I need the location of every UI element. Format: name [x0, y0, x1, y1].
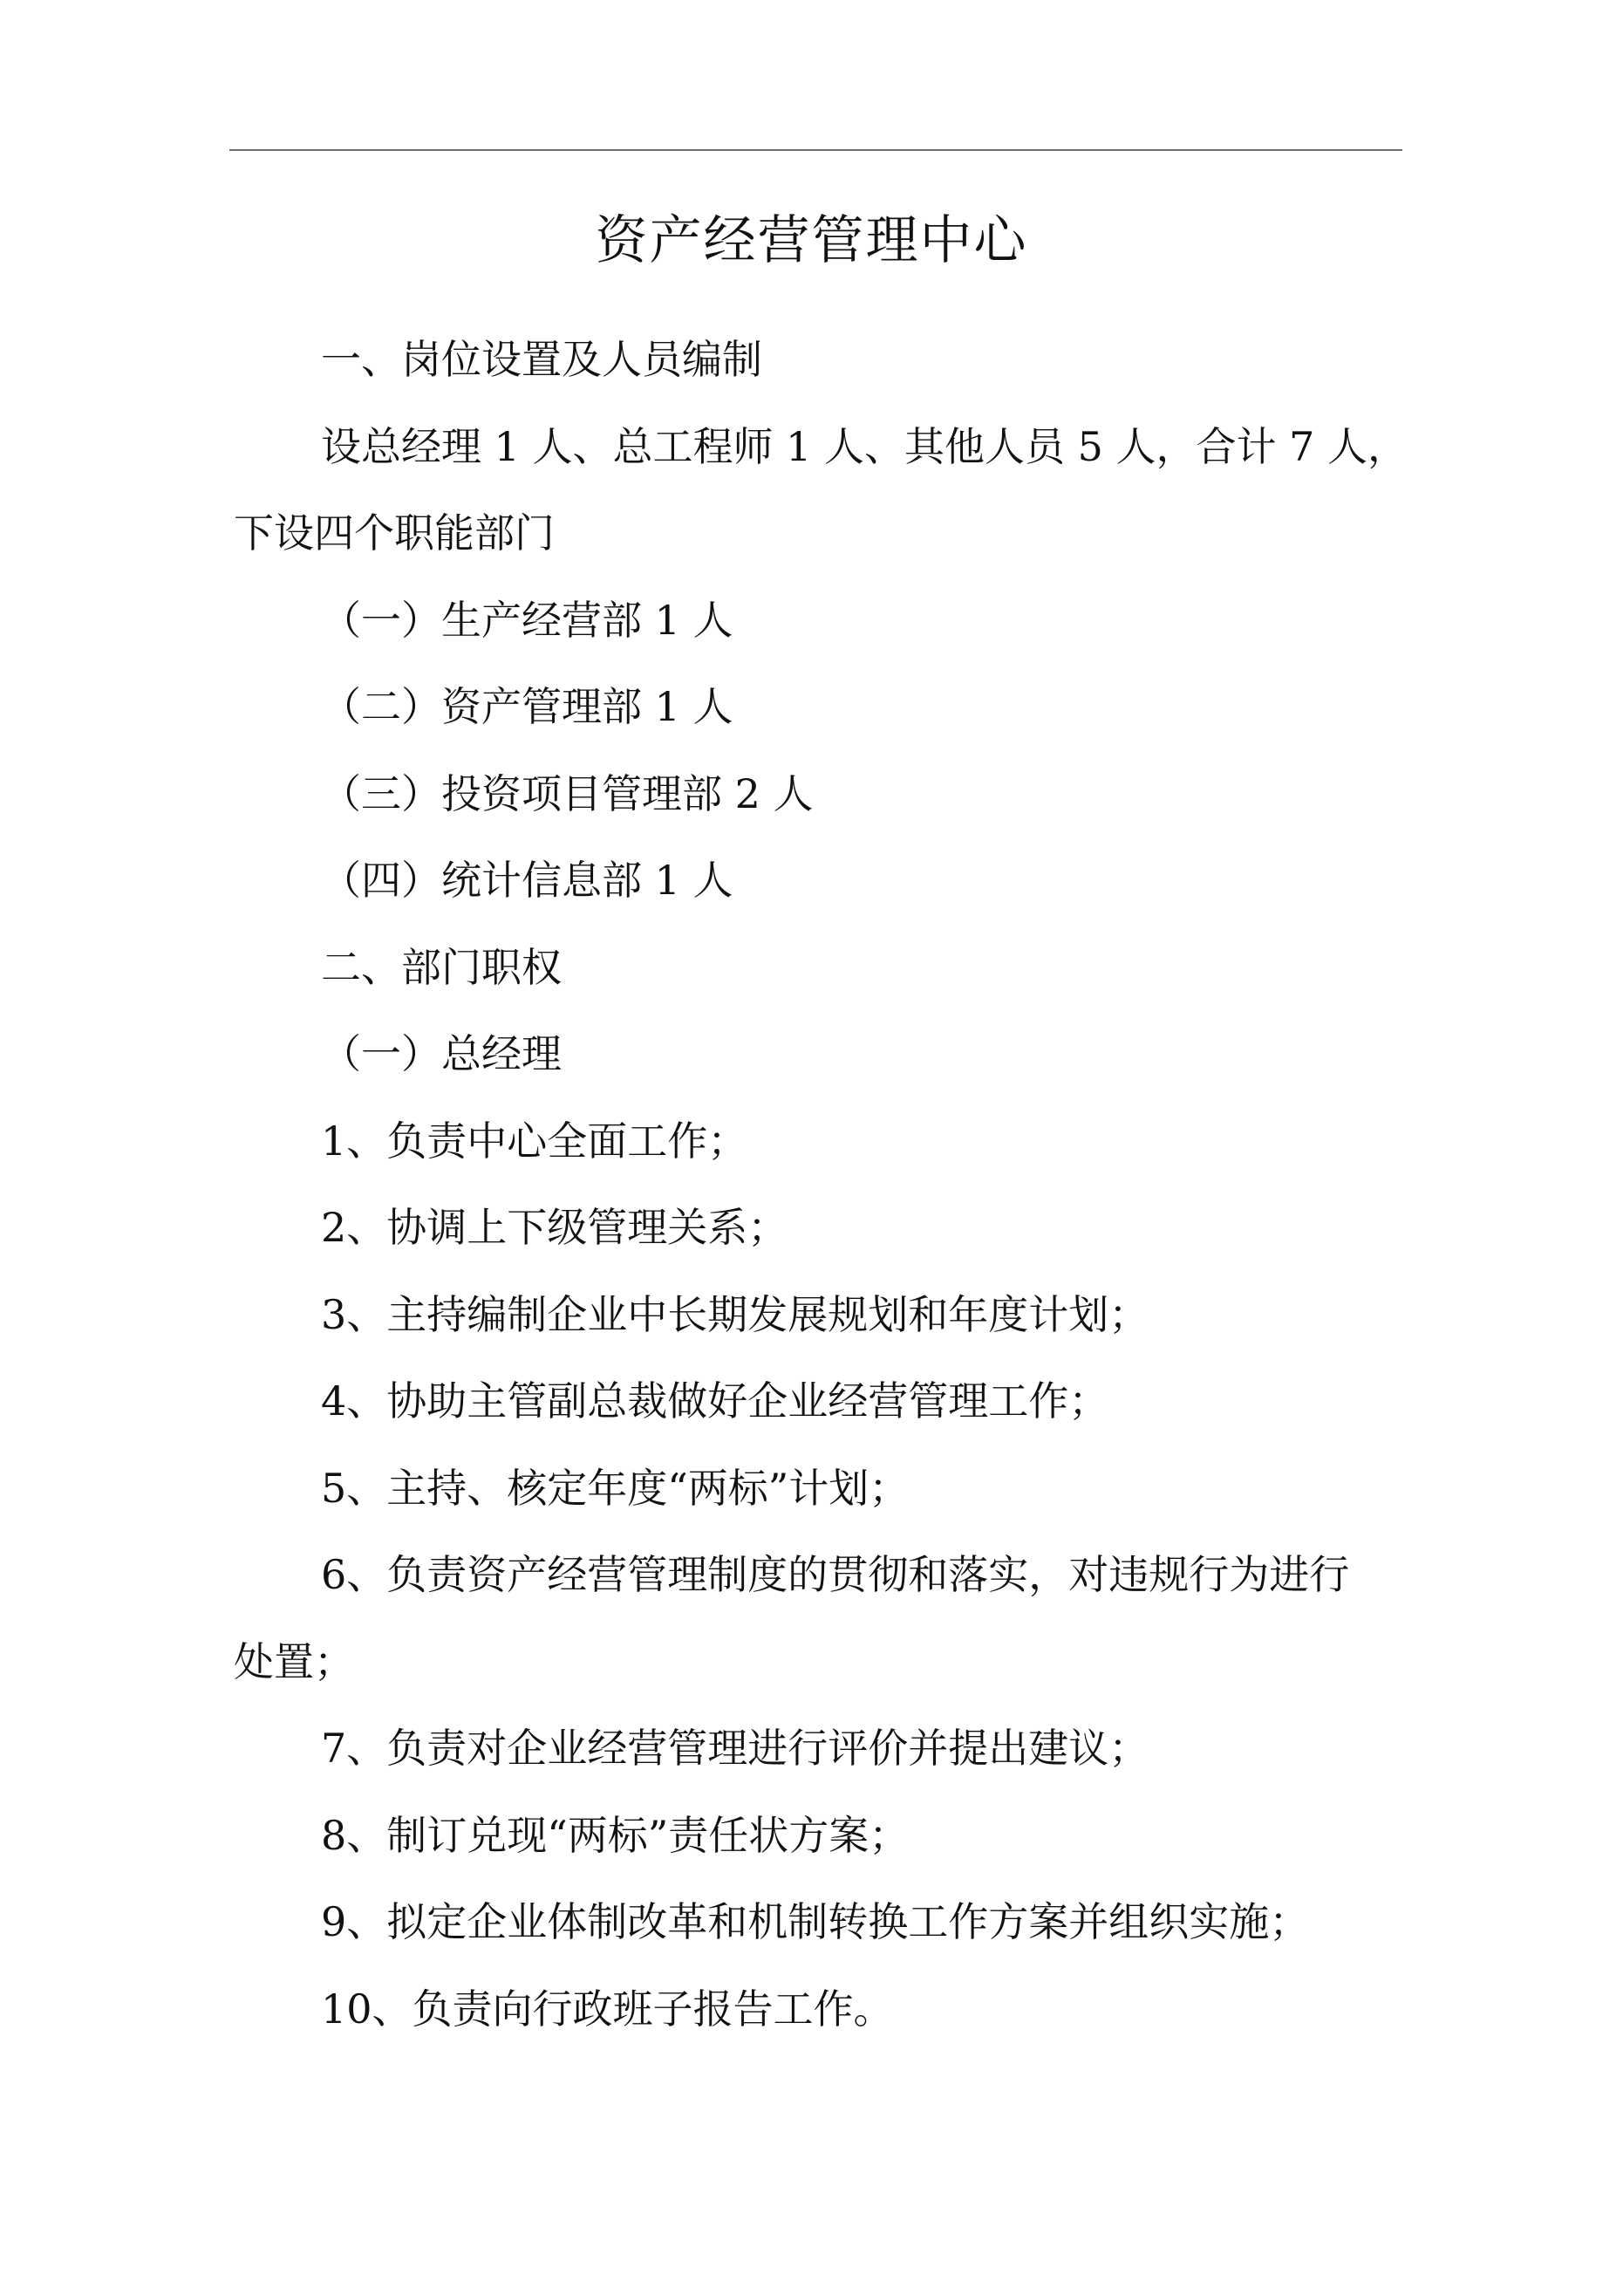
duty-item-1: 1、负责中心全面工作；	[321, 1117, 748, 1165]
department-item-3: （三）投资项目管理部 2 人	[321, 770, 814, 817]
duty-item-3: 3、主持编制企业中长期发展规划和年度计划；	[321, 1291, 1149, 1338]
duty-item-7: 7、负责对企业经营管理进行评价并提出建议；	[321, 1725, 1149, 1772]
duty-item-4: 4、协助主管副总裁做好企业经营管理工作；	[321, 1377, 1109, 1425]
duty-item-6: 6、负责资产经营管理制度的贯彻和落实，对违规行为进行	[321, 1551, 1350, 1598]
department-item-2: （二）资产管理部 1 人	[321, 683, 733, 730]
department-item-4: （四）统计信息部 1 人	[321, 857, 733, 904]
department-item-1: （一）生产经营部 1 人	[321, 597, 733, 644]
duty-item-8: 8、制订兑现“两标”责任状方案；	[321, 1812, 910, 1859]
document-title: 资产经营管理中心	[595, 210, 1028, 271]
duty-item-10: 10、负责向行政班子报告工作。	[321, 1985, 894, 2033]
section-heading-2: 二、部门职权	[321, 944, 562, 991]
duty-item-6-continued: 处置；	[234, 1638, 354, 1685]
duty-item-9: 9、拟定企业体制改革和机制转换工作方案并组织实施；	[321, 1898, 1310, 1945]
subsection-heading-general-manager: （一）总经理	[321, 1030, 562, 1077]
duty-item-2: 2、协调上下级管理关系；	[321, 1204, 788, 1251]
paragraph-staffing: 设总经理 1 人、总工程师 1 人、其他人员 5 人，合计 7 人，	[321, 423, 1408, 470]
paragraph-staffing-continued: 下设四个职能部门	[234, 509, 555, 557]
section-heading-1: 一、岗位设置及人员编制	[321, 336, 762, 383]
header-rule	[229, 149, 1402, 151]
duty-item-5: 5、主持、核定年度“两标”计划；	[321, 1465, 910, 1512]
